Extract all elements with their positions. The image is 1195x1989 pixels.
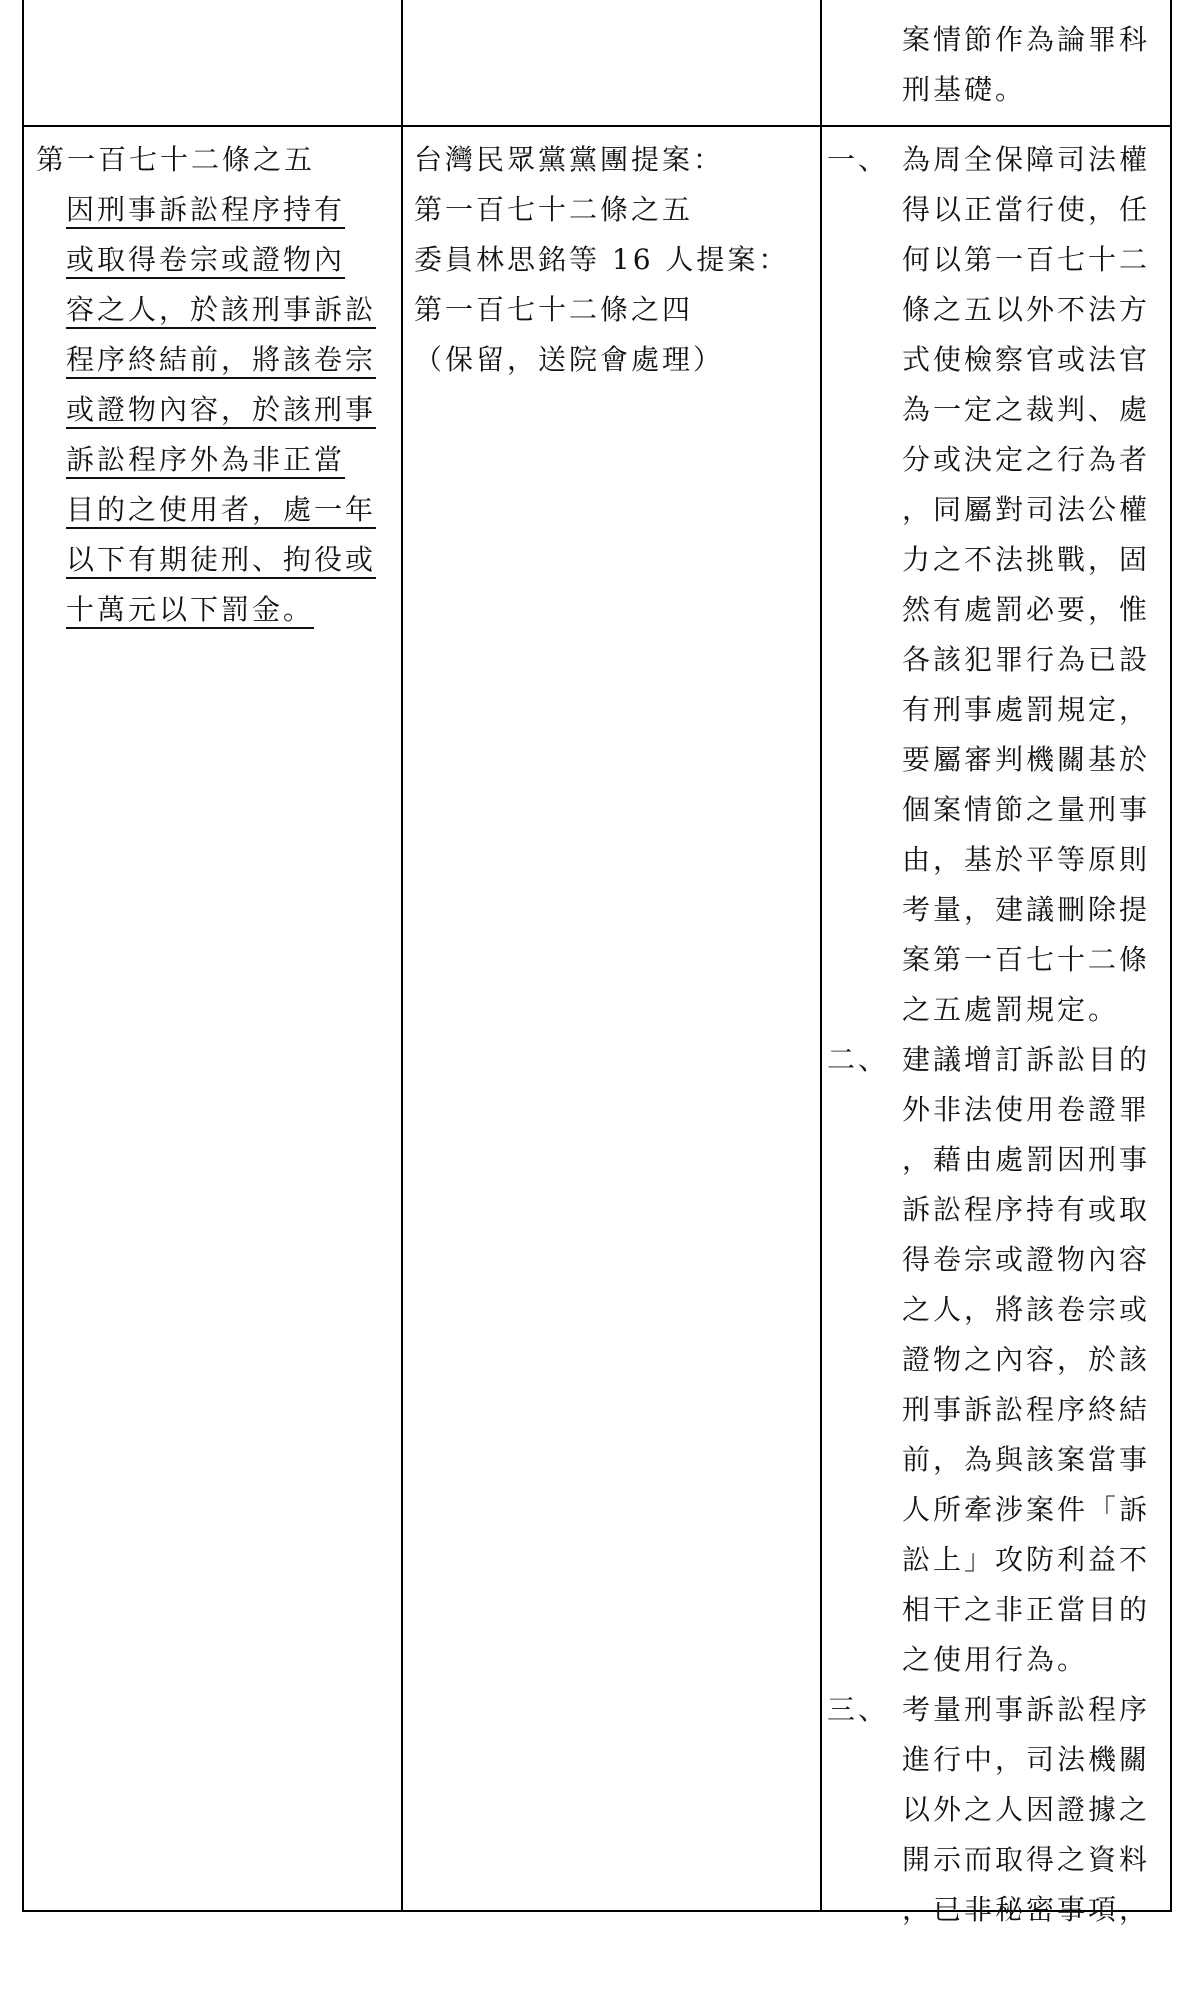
article-line: 容之人，於該刑事訴訟 [66, 293, 377, 326]
text-line: 刑基礎。 [902, 73, 1027, 106]
proposal-line: 委員林思銘等 16 人提案： [414, 243, 790, 276]
item-line: 何以第一百七十二 [902, 243, 1151, 276]
item-line: 前，為與該案當事 [902, 1443, 1151, 1476]
article-line: 以下有期徒刑、拘役或 [66, 543, 377, 576]
item-line: 力之不法挑戰，固 [902, 543, 1151, 576]
item-line: 考量刑事訴訟程序 [902, 1693, 1151, 1726]
item-line: 外非法使用卷證罪 [902, 1093, 1151, 1126]
item-line: 訟上」攻防利益不 [902, 1543, 1151, 1576]
item-line: ，已非秘密事項， [902, 1893, 1151, 1926]
article-text-cell [36, 135, 386, 635]
item-line: 由，基於平等原則 [902, 843, 1151, 876]
item-line: 要屬審判機關基於 [902, 743, 1151, 776]
item-line: 有刑事處罰規定， [902, 693, 1151, 726]
proposal-line: （保留，送院會處理） [414, 343, 725, 376]
item-line: 人所牽涉案件「訴 [902, 1493, 1151, 1526]
item-line: 為一定之裁判、處 [902, 393, 1151, 426]
item-line: 之五處罰規定。 [902, 993, 1120, 1026]
item-line: 刑事訴訟程序終結 [902, 1393, 1151, 1426]
article-line: 或取得卷宗或證物內 [66, 243, 346, 276]
item-line: 分或決定之行為者 [902, 443, 1151, 476]
explanation-item [827, 1685, 1172, 1935]
article-line: 或證物內容，於該刑事 [66, 393, 377, 426]
item-line: 考量，建議刪除提 [902, 893, 1151, 926]
item-line: 訴訟程序持有或取 [902, 1193, 1151, 1226]
item-line: 得卷宗或證物內容 [902, 1243, 1151, 1276]
proposal-line: 第一百七十二條之五 [414, 193, 694, 226]
proposal-cell [414, 135, 814, 385]
item-line: 之使用行為。 [902, 1643, 1089, 1676]
item-line: 證物之內容，於該 [902, 1343, 1151, 1376]
item-line: 式使檢察官或法官 [902, 343, 1151, 376]
item-line: 建議增訂訴訟目的 [902, 1043, 1151, 1076]
item-line: 相干之非正當目的 [902, 1593, 1151, 1626]
item-line: 各該犯罪行為已設 [902, 643, 1151, 676]
text-line: 案情節作為論罪科 [902, 23, 1151, 56]
proposal-line: 第一百七十二條之四 [414, 293, 694, 326]
item-line: ，藉由處罰因刑事 [902, 1143, 1151, 1176]
item-line: 個案情節之量刑事 [902, 793, 1151, 826]
item-number: 三、 [827, 1693, 890, 1726]
item-line: 案第一百七十二條 [902, 943, 1151, 976]
item-number: 一、 [827, 143, 890, 176]
proposal-line: 台灣民眾黨黨團提案： [414, 143, 725, 176]
item-line: 然有處罰必要，惟 [902, 593, 1151, 626]
article-line: 訴訟程序外為非正當 [66, 443, 346, 476]
item-line: ，同屬對司法公權 [902, 493, 1151, 526]
item-line: 進行中，司法機關 [902, 1743, 1151, 1776]
explanation-cell [827, 135, 1172, 1935]
comparison-table [22, 0, 1172, 1926]
item-line: 開示而取得之資料 [902, 1843, 1151, 1876]
item-line: 之人，將該卷宗或 [902, 1293, 1151, 1326]
top-row-col3 [902, 15, 1172, 115]
article-line: 因刑事訴訟程序持有 [66, 193, 346, 226]
item-line: 為周全保障司法權 [902, 143, 1151, 176]
item-number: 二、 [827, 1043, 890, 1076]
item-line: 以外之人因證據之 [902, 1793, 1151, 1826]
item-line: 條之五以外不法方 [902, 293, 1151, 326]
column-divider-2 [820, 0, 822, 1910]
explanation-item [827, 1035, 1172, 1685]
item-line: 得以正當行使，任 [902, 193, 1151, 226]
article-body [36, 185, 386, 635]
explanation-item [827, 135, 1172, 1035]
article-line: 目的之使用者，處一年 [66, 493, 377, 526]
article-line: 十萬元以下罰金。 [66, 593, 315, 626]
row-divider [24, 125, 1170, 127]
article-line: 程序終結前，將該卷宗 [66, 343, 377, 376]
column-divider-1 [401, 0, 403, 1910]
article-heading: 第一百七十二條之五 [36, 143, 316, 176]
